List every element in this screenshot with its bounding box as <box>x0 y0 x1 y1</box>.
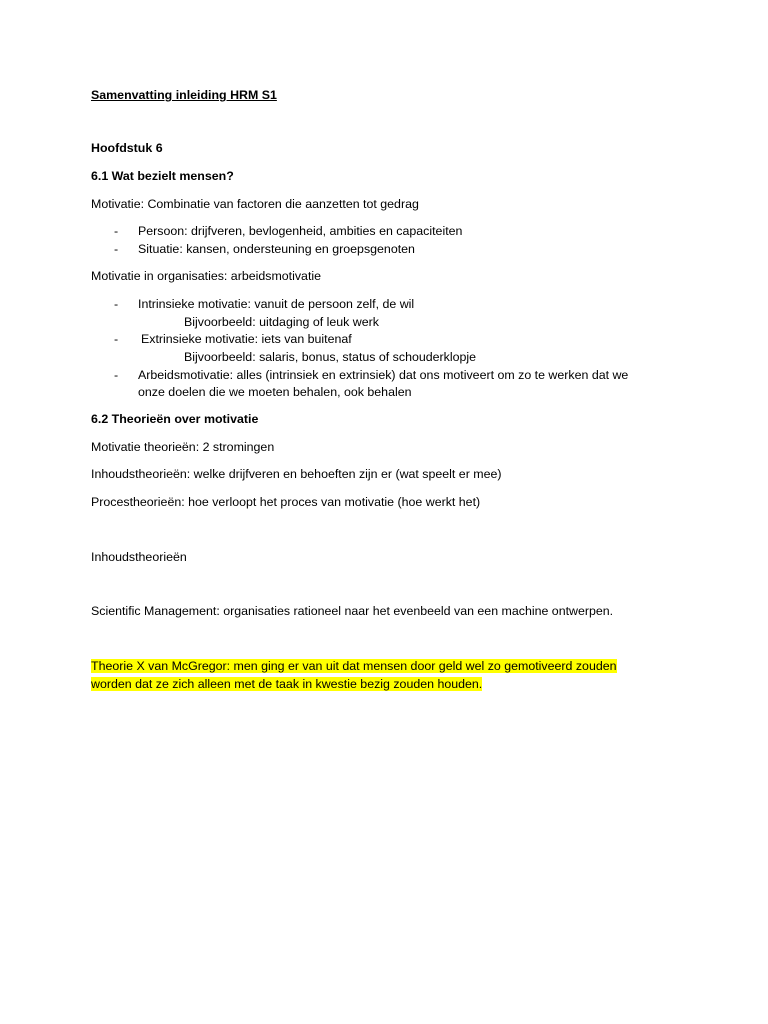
chapter-heading: Hoofdstuk 6 <box>91 141 163 155</box>
scientific-management-line: Scientific Management: organisaties rationeel naar het evenbeeld van een machine ontwerpen. <box>91 604 614 618</box>
document-title: Samenvatting inleiding HRM S1 <box>91 88 277 102</box>
procestheorieen-line: Procestheorieën: hoe verloopt het proces van motivatie (hoe werkt het) <box>91 495 481 509</box>
bullet-dash: - <box>114 297 119 311</box>
highlighted-text: worden dat ze zich alleen met de taak in kwestie bezig zouden houden. <box>91 677 483 691</box>
section-heading-6-1: 6.1 Wat bezielt mensen? <box>91 169 234 183</box>
inhoudstheorieen-line: Inhoudstheorieën: welke drijfveren en behoeften zijn er (wat speelt er mee) <box>91 467 502 481</box>
theorie-x-line-1 <box>91 658 617 674</box>
bullet-dash: - <box>114 368 119 382</box>
list-item: Situatie: kansen, ondersteuning en groepsgenoten <box>138 242 415 256</box>
highlighted-text: Theorie X van McGregor: men ging er van uit dat mensen door geld wel zo gemotiveerd zouden <box>91 659 617 673</box>
motivatie-theorieen-line: Motivatie theorieën: 2 stromingen <box>91 440 275 454</box>
list-item-extrinsiek: Extrinsieke motivatie: iets van buitenaf <box>141 332 352 346</box>
example-intrinsiek: Bijvoorbeeld: uitdaging of leuk werk <box>184 315 379 329</box>
org-motivatie-definition: Motivatie in organisaties: arbeidsmotivatie <box>91 269 322 283</box>
section-heading-6-2: 6.2 Theorieën over motivatie <box>91 412 259 426</box>
list-item-arbeidsmotivatie-cont: onze doelen die we moeten behalen, ook behalen <box>138 385 412 399</box>
list-item-intrinsiek: Intrinsieke motivatie: vanuit de persoon zelf, de wil <box>138 297 415 311</box>
bullet-dash: - <box>114 224 119 238</box>
bullet-dash: - <box>114 332 119 346</box>
theorie-x-line-2 <box>91 676 482 692</box>
example-extrinsiek: Bijvoorbeeld: salaris, bonus, status of schouderklopje <box>184 350 477 364</box>
inhoudstheorieen-heading: Inhoudstheorieën <box>91 550 187 564</box>
list-item-arbeidsmotivatie: Arbeidsmotivatie: alles (intrinsiek en extrinsiek) dat ons motiveert om zo te werken dat we <box>138 368 629 382</box>
motivatie-definition: Motivatie: Combinatie van factoren die aanzetten tot gedrag <box>91 197 419 211</box>
bullet-dash: - <box>114 242 119 256</box>
list-item: Persoon: drijfveren, bevlogenheid, ambities en capaciteiten <box>138 224 463 238</box>
